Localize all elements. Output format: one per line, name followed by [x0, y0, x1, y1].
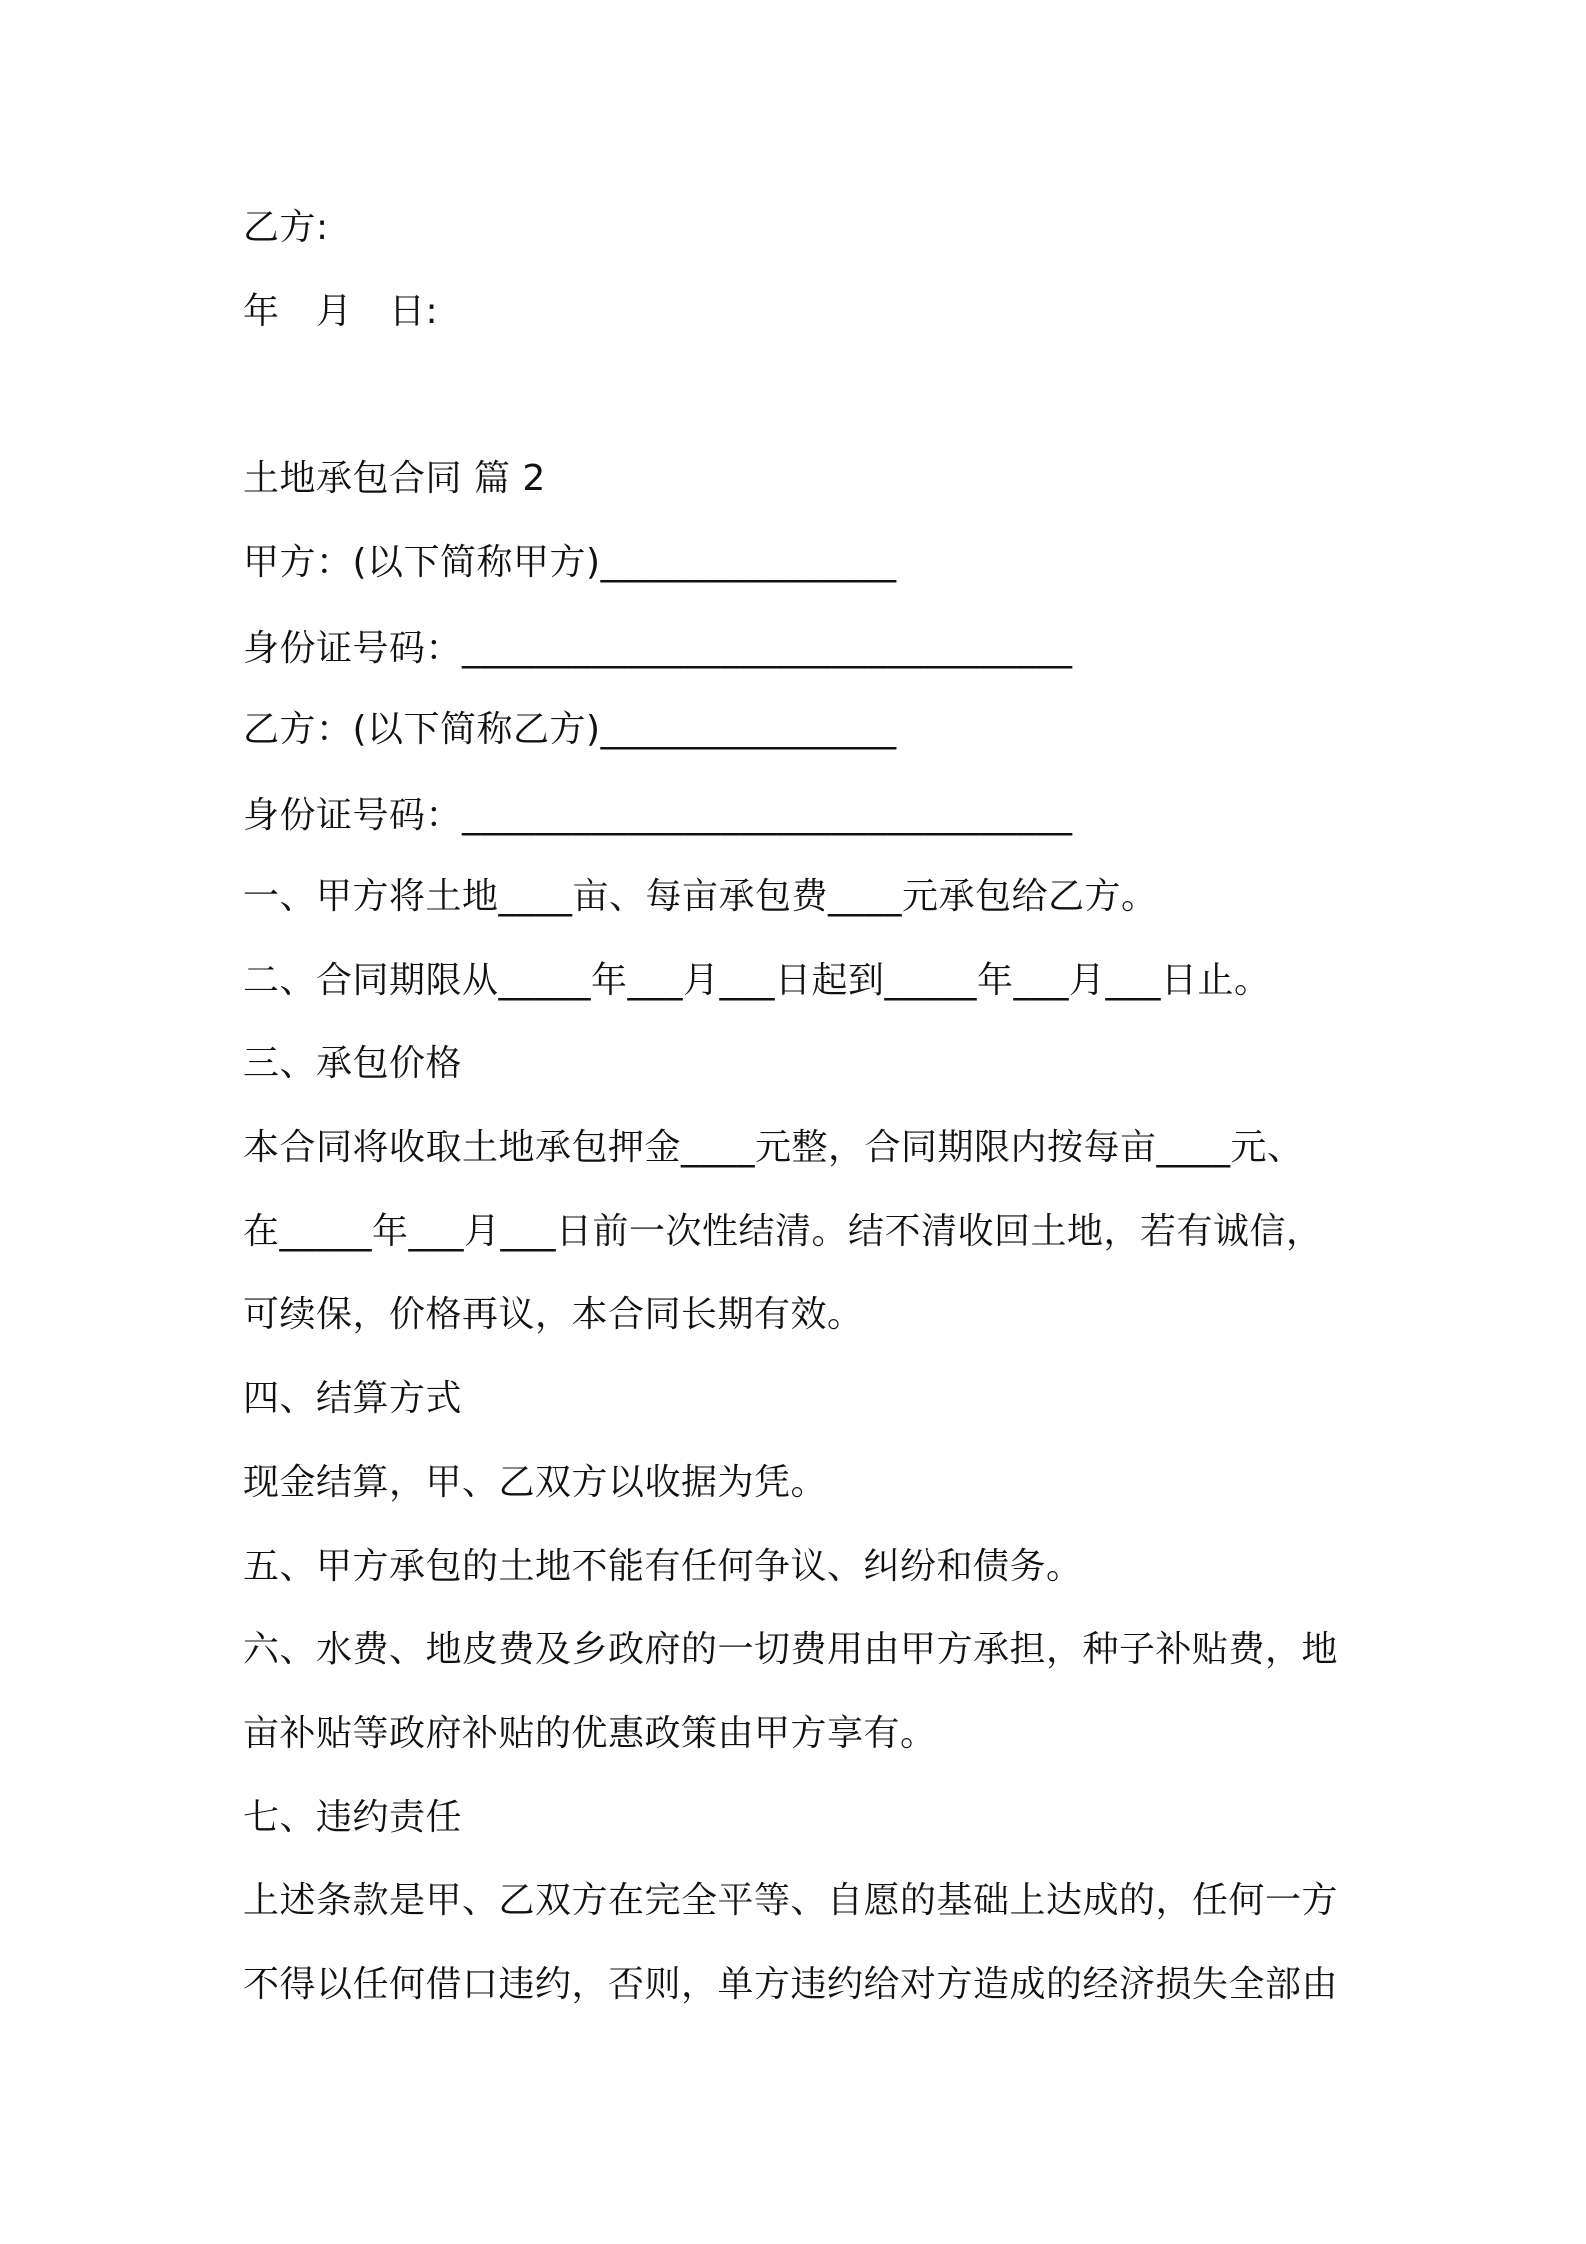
clause-3-line-2: 在_____年___月___日前一次性结清。结不清收回土地，若有诚信， [243, 1211, 1323, 1252]
party-a-line: 甲方：(以下简称甲方)________________ [243, 542, 897, 583]
clause-1: 一、甲方将土地____亩、每亩承包费____元承包给乙方。 [243, 876, 1158, 917]
clause-6-line-2: 亩补贴等政府补贴的优惠政策由甲方享有。 [243, 1713, 937, 1754]
date-signature-line: 年 月 日: [243, 291, 439, 332]
section-title: 土地承包合同 篇 2 [243, 458, 546, 499]
clause-3-line-1: 本合同将收取土地承包押金____元整，合同期限内按每亩____元、 [243, 1127, 1304, 1168]
clause-2: 二、合同期限从_____年___月___日起到_____年___月___日止。 [243, 960, 1271, 1001]
clause-4-body: 现金结算，甲、乙双方以收据为凭。 [243, 1462, 828, 1503]
clause-7-line-1: 上述条款是甲、乙双方在完全平等、自愿的基础上达成的，任何一方 [243, 1880, 1339, 1921]
clause-7-title: 七、违约责任 [243, 1797, 463, 1838]
party-a-id-line: 身份证号码：_________________________________ [243, 628, 1073, 669]
clause-3-title: 三、承包价格 [243, 1043, 463, 1084]
party-b-id-line: 身份证号码：_________________________________ [243, 795, 1073, 836]
clause-7-line-2: 不得以任何借口违约，否则，单方违约给对方造成的经济损失全部由 [243, 1964, 1339, 2005]
party-b-line: 乙方：(以下简称乙方)________________ [243, 709, 897, 750]
clause-3-line-3: 可续保，价格再议，本合同长期有效。 [243, 1294, 864, 1335]
clause-6-line-1: 六、水费、地皮费及乡政府的一切费用由甲方承担，种子补贴费，地 [243, 1629, 1339, 1670]
clause-5: 五、甲方承包的土地不能有任何争议、纠纷和债务。 [243, 1546, 1083, 1587]
party-b-signature-line: 乙方: [243, 207, 329, 248]
clause-4-title: 四、结算方式 [243, 1378, 463, 1419]
